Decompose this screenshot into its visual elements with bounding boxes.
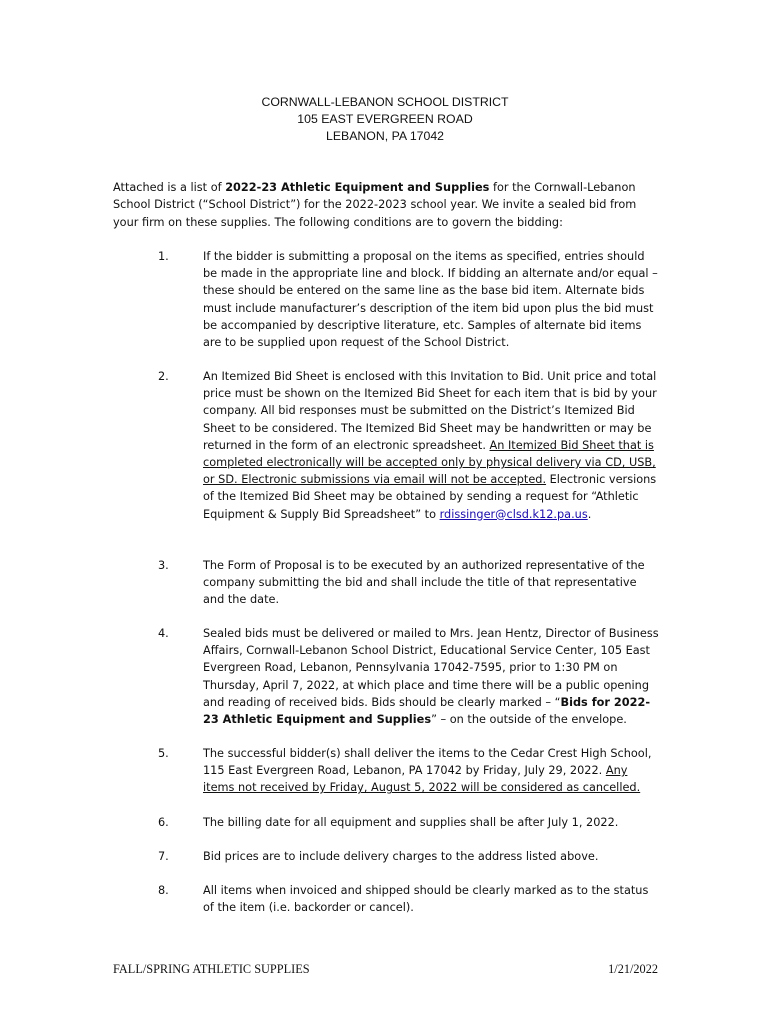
- page-footer: [113, 962, 658, 977]
- condition-item-7: [113, 848, 661, 865]
- item-text: The successful bidder(s) shall deliver the items to the Cedar Crest High School, 115 East Evergreen Road, Lebanon, PA 17042 by Friday, July 29, 2022. Any items not received by Friday, August 5, 2022 will be considered as cancelled.: [203, 747, 652, 795]
- condition-item-1: [113, 248, 661, 351]
- item-number: 6.: [158, 816, 169, 829]
- intro-paragraph: Attached is a list of 2022-23 Athletic Equipment and Supplies for the Cornwall-Lebanon School District (“School District”) for the 2022-2023 school year. We invite a sealed bid from your firm on these supplies. The following conditions are to govern the bidding:: [113, 181, 637, 229]
- footer-date: 1/21/2022: [608, 962, 658, 976]
- item-text: Sealed bids must be delivered or mailed to Mrs. Jean Hentz, Director of Business Affairs, Cornwall-Lebanon School District, Educational Service Center, 105 East Evergreen Road, Lebanon, Pennsylvania 17042-7595, prior to 1:30 PM on Thursday, April 7, 2022, at which place and time there will be a public opening and reading of received bids. Bids should be clearly marked – “Bids for 2022-23 Athletic Equipment and Supplies” – on the outside of the envelope.: [203, 627, 659, 727]
- item-text: Bid prices are to include delivery charges to the address listed above.: [203, 850, 599, 863]
- cancellation-notice: Any items not received by Friday, August 5, 2022 will be considered as cancelled.: [203, 764, 641, 795]
- item-number: 5.: [158, 747, 169, 760]
- condition-item-2: [113, 368, 661, 523]
- item-number: 4.: [158, 627, 169, 640]
- item-text: If the bidder is submitting a proposal on the items as specified, entries should be made in the appropriate line and block. If bidding an alternate and/or equal – these should be entered on the same line as the base bid item. Alternate bids must include manufacturer’s description of the item bid upon plus the bid must be accompanied by descriptive literature, etc. Samples of alternate bid items are to be supplied upon request of the School District.: [203, 250, 658, 350]
- email-link[interactable]: rdissinger@clsd.k12.pa.us: [439, 507, 588, 521]
- item-text: An Itemized Bid Sheet is enclosed with this Invitation to Bid. Unit price and total price must be shown on the Itemized Bid Sheet for each item that is bid by your company. All bid responses must be submitted on the District’s Itemized Bid Sheet to be considered. The Itemized Bid Sheet may be handwritten or may be returned in the form of an electronic spreadsheet. An Itemized Bid Sheet that is completed electronically will be accepted only by physical delivery via CD, USB, or SD. Electronic submissions via email will not be accepted. Electronic versions of the Itemized Bid Sheet may be obtained by sending a request for “Athletic Equipment & Supply Bid Spreadsheet” to rdissinger@clsd.k12.pa.us.: [203, 370, 657, 521]
- footer-title: FALL/SPRING ATHLETIC SUPPLIES: [113, 962, 310, 976]
- electronic-delivery-notice: An Itemized Bid Sheet that is completed electronically will be accepted only by physical delivery via CD, USB, or SD. Electronic submissions via email will not be accepted.: [203, 438, 656, 487]
- street-address: 105 EAST EVERGREEN ROAD: [297, 112, 473, 126]
- condition-item-4: [113, 625, 661, 728]
- condition-item-6: [113, 814, 661, 831]
- condition-item-8: [113, 882, 661, 916]
- item-number: 3.: [158, 559, 169, 572]
- letterhead: [0, 94, 770, 145]
- city-state-zip: LEBANON, PA 17042: [325, 129, 445, 143]
- item-text: All items when invoiced and shipped should be clearly marked as to the status of the item (i.e. backorder or cancel).: [203, 884, 649, 915]
- condition-item-5: [113, 745, 661, 797]
- item-number: 7.: [158, 850, 169, 863]
- item-number: 1.: [158, 250, 169, 263]
- envelope-marking: Bids for 2022-23 Athletic Equipment and Supplies: [203, 695, 651, 727]
- condition-item-3: [113, 557, 661, 609]
- item-text: The Form of Proposal is to be executed by an authorized representative of the company submitting the bid and shall include the title of that representative and the date.: [203, 559, 645, 607]
- item-text: The billing date for all equipment and supplies shall be after July 1, 2022.: [203, 816, 619, 829]
- item-number: 2.: [158, 370, 169, 383]
- district-name: CORNWALL-LEBANON SCHOOL DISTRICT: [261, 95, 509, 109]
- item-number: 8.: [158, 884, 169, 897]
- intro-bold-title: 2022-23 Athletic Equipment and Supplies: [225, 181, 490, 194]
